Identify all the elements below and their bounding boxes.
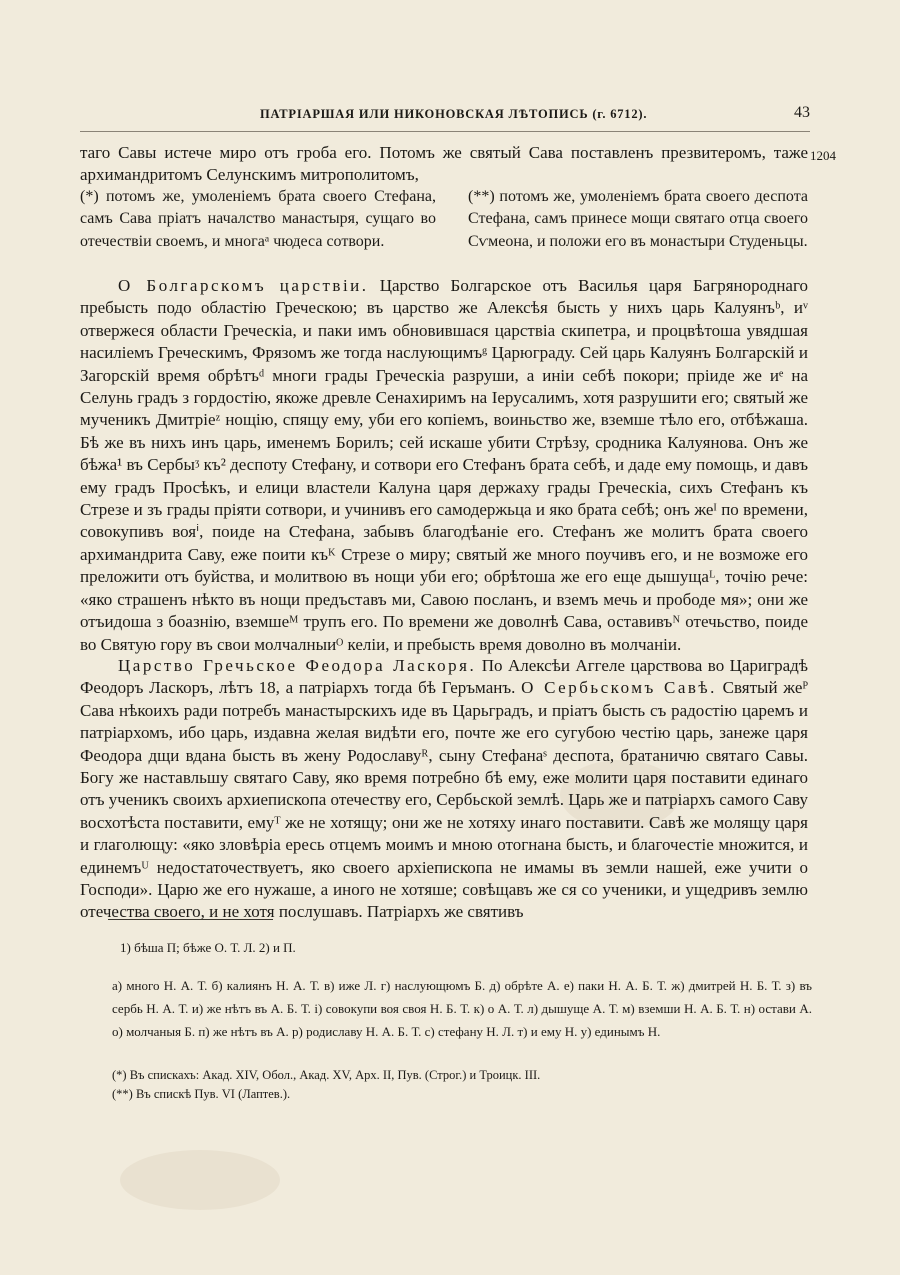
intro-text: таго Савы истече миро отъ гроба его. Потомъ же святый Сава поставленъ презвитеромъ, таже архимандритомъ Селунскимъ митрополитомъ, — [80, 143, 808, 185]
footnote-star2: (**) Въ спискѣ Пув. VI (Лаптев.). — [112, 1087, 291, 1101]
header-title: ПАТРІАРШАЯ ИЛИ НИКОНОВСКАЯ ЛѢТОПИСЬ (г. 6712). — [260, 107, 648, 121]
header-rule — [80, 131, 810, 132]
bulgaria-text: Царство Болгарское отъ Василья царя Багрянороднаго пребысть подо областію Греческою; въ царство же Алексѣя бысть у нихъ царь Калуянъᵇ, иᵛ отвержеся области Греческіа, и паки имъ обновившася царствіа скипетра, и процвѣтоша увядшая насиліемъ Греческимъ, Фрязомъ же тогда наслующимъᵍ Царюграду. Сей царь Калуянъ Болгарскій и Загорскій время обрѣтъᵈ многи грады Греческіа разруши, а иніи себѣ покори; пріиде же иᵉ на Селунь градъ з гордостію, якоже древле Сенахиримъ на Іерусалимъ, хотя разрушити его; святый же мученикъ Дмитріеᶻ нощію, спящу ему, уби его копіемъ, воиньство же, вземше тѣло его, отбѣжаша. Бѣ же въ нихъ инъ царь, именемъ Борилъ; сей искаше убити Стрѣзу, сродника Калуянова. Онъ же бѣжа¹ въ Сербыᶾ къ² деспоту Стефану, и сотвори его Стефанъ брата себѣ, и даде ему помощь, и давъ ему градъ Просѣкъ, и елици властели Калуна царя держаху грады Греческіа, сихъ Стефанъ къ Стрезе и зъ грады пріяти сотвори, и учинивъ его самодержьца и яко брата себѣ; онъ жеᴵ по времени, совокупивъ вояⁱ, поиде на Стефана, забывъ благодѣаніе его. Стефанъ же молитъ брата своего архимандрита Саву, еже поити къᴷ Стрезе о миру; святый же много поучивъ его, и не возможе его преложити отъ буйства, и молитвою въ нощи уби его; обрѣтоша же его еще дышущаᴸ, точію рече: «яко страшенъ нѣкто въ нощи предъставъ ми, Савою посланъ, и вземъ мечь и прободе мя»; они же отъидоша з боазнію, вземшеᴹ трупъ его. По времени же доволнѣ Сава, оставивъᴺ отечьство, поиде во Святую гору въ свои молчалныиᴼ келіи, и пребысть время доволно въ молчаніи. — [80, 276, 809, 654]
paper-stain — [120, 1150, 280, 1210]
column-right: (**) потомъ же, умоленіемъ брата своего деспота Стефана, самъ принесе мощи святаго отца своего Сѵмеона, и положи его въ монастыри Студеньцы. — [468, 188, 808, 250]
footnote-letters: а) много Н. А. Т. б) калиянъ Н. А. Т. в) иже Л. г) наслующюмъ Б. д) обрѣте А. е) паки Н. А. Б. Т. ж) дмитрей Н. Б. Т. з) въ сербь Н. А. Т. и) же нѣтъ въ А. Б. Т. і) совокупи воя своя Н. Б. Т. к) о А. Т. л) дышуще А. Т. м) вземши Н. А. Б. Т. н) остави А. о) молчаныя Б. п) же нѣтъ въ А. р) родиславу Н. А. Б. Т. с) стефану Н. Л. т) и ему Н. у) единымъ Н. — [112, 978, 812, 1039]
footnote-stars — [112, 1066, 842, 1104]
bulgaria-heading: О Болгарскомъ царствіи. — [118, 276, 369, 295]
running-header — [80, 104, 810, 133]
greek-paragraph — [80, 655, 808, 924]
greek-text-rest: Святый жеᴾ Сава нѣкоихъ ради потребъ манастырскихъ иде въ Царьградъ, и пріатъ бысть съ радостію царемъ и патріархомъ, ибо царь, издавна желая видѣти его, почте же его сугубою честію царь, занеже царя Феодора дщи вдана бысть въ жену Родославуᴿ, сыну Стефанаˢ деспота, братаничю святаго Савы. Богу же наставльшу святаго Саву, яко время потребно бѣ ему, еже молити царя поставити единаго отъ ученикъ своихъ архиепископа отечеству его, Сербьской землѣ. Царь же и патріархъ самого Саву восхотѣста поставити, емуᵀ же не хотящу; они же не хотяху инаго поставити. Савѣ же молящу царя и глаголющу: «яко зловѣріа ересь отцемъ моимъ и мною отогнана бысть, и благочестіе множится, и единемъᵁ недостаточествуетъ, яко своего архіепископа не имамы въ земли нашей, еже учити о Господи». Царю же его нужаше, а иного не хотяше; совѣщавъ же ся со ученики, и ущедривъ землю отечества своего, и не хотя послушавъ. Патріархъ же святивъ — [80, 678, 808, 922]
bulgaria-section — [80, 275, 808, 656]
footnote-star1: (*) Въ спискахъ: Акад. XIV, Обол., Акад. XV, Арх. II, Пув. (Строг.) и Троицк. III. — [112, 1068, 541, 1082]
greek-section — [80, 655, 808, 924]
column-left: (*) потомъ же, умоленіемъ брата своего Стефана, самъ Сава пріатъ началство манастыря, сущаго во отечествіи своемъ, и многаᵃ чюдеса сотвори. — [80, 188, 436, 250]
greek-heading: Царство Гречьское Феодора Ласкоря. — [118, 656, 477, 675]
serb-heading: О Сербьскомъ Савѣ. — [521, 678, 717, 698]
footnote-numeric: 1) бѣша П; бѣже О. Т. Л. 2) и П. — [120, 940, 296, 955]
bulgaria-paragraph — [80, 275, 808, 656]
margin-year: 1204 — [810, 148, 836, 163]
intro-paragraph — [80, 142, 808, 187]
greek-text-mid: По Алексѣи Аггеле царствова во Цариградѣ Феодоръ Ласкоръ, лѣтъ 18, а патріархъ тогда бѣ Геръманъ. — [80, 656, 808, 698]
footnote-rule — [108, 919, 273, 920]
page-number: 43 — [794, 104, 810, 121]
